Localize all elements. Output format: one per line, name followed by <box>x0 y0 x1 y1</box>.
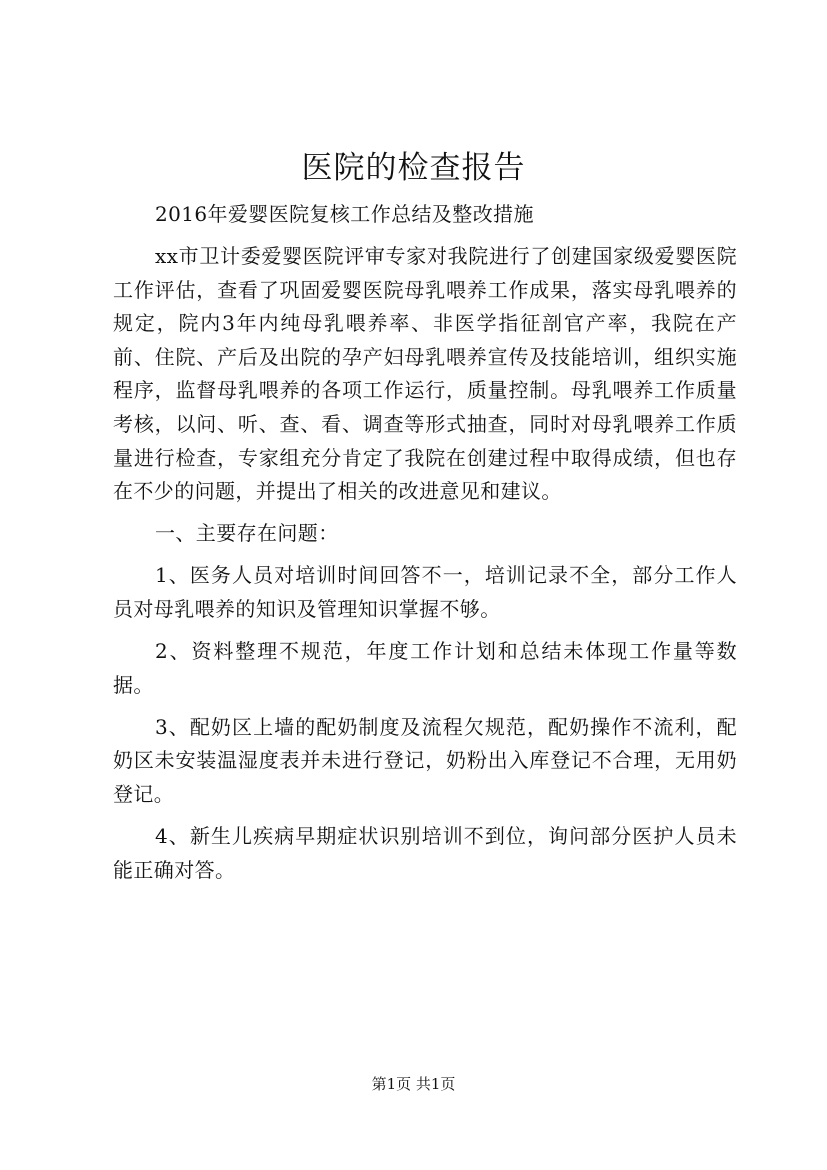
document-body <box>113 198 737 887</box>
page-number-footer: 第1页 共1页 <box>371 1075 456 1093</box>
issue-item-1: 1、医务人员对培训时间回答不一，培训记录不全，部分工作人员对母乳喂养的知识及管理知识掌握不够。 <box>113 563 737 622</box>
intro-paragraph: xx市卫计委爱婴医院评审专家对我院进行了创建国家级爱婴医院工作评估，查看了巩固爱婴医院母乳喂养工作成果，落实母乳喂养的规定，院内3年内纯母乳喂养率、非医学指征剖官产率，我院在产前、住院、产后及出院的孕产妇母乳喂养宣传及技能培训，组织实施程序，监督母乳喂养的各项工作运行，质量控制。母乳喂养工作质量考核，以问、听、查、看、调查等形式抽查，同时对母乳喂养工作质量进行检查，专家组充分肯定了我院在创建过程中取得成绩，但也存在不少的问题，并提出了相关的改进意见和建议。 <box>113 244 737 504</box>
issue-item-2: 2、资料整理不规范，年度工作计划和总结未体现工作量等数据。 <box>113 639 737 697</box>
issue-item-4: 4、新生儿疾病早期症状识别培训不到位，询问部分医护人员未能正确对答。 <box>113 824 737 882</box>
subtitle-paragraph: 2016年爱婴医院复核工作总结及整改措施 <box>155 202 534 226</box>
section-heading: 一、主要存在问题： <box>155 521 339 546</box>
issue-item-3: 3、配奶区上墙的配奶制度及流程欠规范，配奶操作不流利，配奶区未安装温湿度表并未进行登记，奶粉出入库登记不合理，无用奶登记。 <box>113 714 737 806</box>
document-title: 医院的检查报告 <box>301 150 526 186</box>
